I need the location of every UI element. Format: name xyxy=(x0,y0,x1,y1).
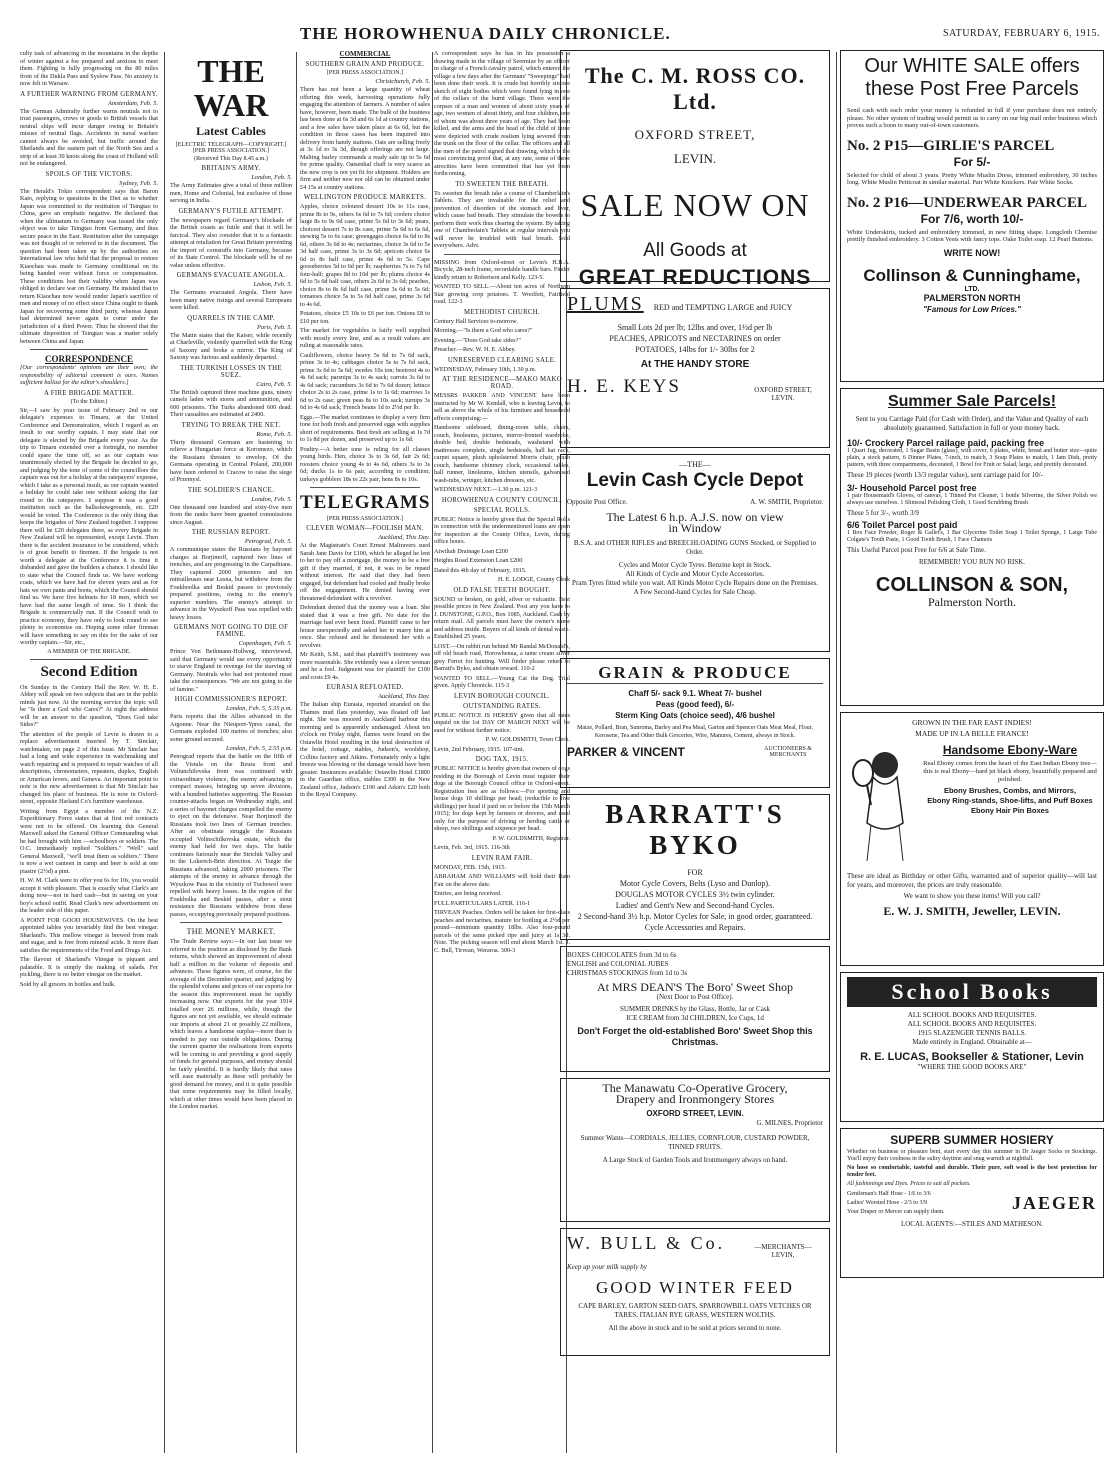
section-title: TELEGRAMS xyxy=(300,492,430,513)
dateline: London, Feb. 5, 2.55 p.m. xyxy=(225,745,292,752)
notice-text: Morning.—"Is there a God who cares?" xyxy=(434,327,533,334)
article-text: The German Admiralty further warns neutrals not to trust passengers, crews or goods to British vessels that neutral ships will incur danger owing to Britain's misuse of neutral flags. Accidents in naval warfare cannot always be avoided, but traffic around the Shetlands and the eastern part of the North Sea and a strip of at least 30 knots along the coast of Holland will not be endangered. xyxy=(20,107,158,167)
ad-cycle-view: The Latest 6 h.p. A.J.S. now on view xyxy=(606,510,784,524)
ad-white-write: WRITE NOW! xyxy=(943,247,1001,258)
ad-summer-crockery-desc: 1 Quart Jug, decorated, 1 Sugar Basin (glass), with cover, 6 plates, white, bread and butter size—quite plain, a stock pattern, 6 Dinner Plates, 7-inch, to match, 3 Soup Plates to match, 1 Jam Dish, pretty pattern, with three compartments, decorated, 1 Bowl for Fruit or Salad, large, and prettily decorated. xyxy=(847,448,1097,468)
article-heading: THE SOLDIER'S CHANCE. xyxy=(187,486,275,494)
ad-books-motto: "WHERE THE GOOD BOOKS ARE" xyxy=(917,1063,1027,1071)
ad-byko-line: 2 Second-hand 3½ h.p. Motor Cycles for Sale, in good order, guaranteed. xyxy=(577,912,813,921)
dateline: Rome, Feb. 5. xyxy=(256,430,292,438)
article-text: The Germans evacuated Angola. There have been many native risings and several Europeans were killed. xyxy=(170,289,292,311)
ad-coop-addr: OXFORD STREET, LEVIN. xyxy=(646,1109,744,1118)
ad-grain-firmsub: AUCTIONEERS & MERCHANTS xyxy=(764,746,812,758)
ad-white-desc2: White Underskirts, tucked and embroidery trimmed, in new fitting shape. Longcloth Chemise prettily finished embroidery. 3 Cotton Vests with fancy tops. Oake Toilet soap. 12 Pearl Buttons. xyxy=(847,228,1097,243)
ad-cycle-prop: A. W. SMITH, Proprietor. xyxy=(750,498,823,506)
letter-salutation: (To the Editor.) xyxy=(70,398,108,405)
article-heading: EURASIA REFLOATED. xyxy=(326,684,404,691)
column-rule xyxy=(296,52,297,1453)
article-text: A POINT FOR GOOD HOUSEWIVES. On the best appointed tables you invariably find the best vinegar. Sharland's. This mellow vinegar is brewed from malt and sugar, and is free from mineral acids. It more than satisfies the requirements of the Food and Drugs Act. xyxy=(20,916,158,954)
dateline: Sydney, Feb. 5. xyxy=(119,179,158,187)
notice-signature: H. E. LODGE, County Clerk xyxy=(497,576,570,583)
dateline: Auckland, This Day. xyxy=(378,534,430,541)
ad-white-parcel1: No. 2 P15—GIRLIE'S PARCEL xyxy=(847,137,1055,154)
notice-text: Evening.—"Does God take sides?" xyxy=(434,336,521,344)
article-text: Apples, choice coloured dessert 10s to 11s case, prime 8s to 9s, others 6s 6d to 7s 6d; coolers choice large 8s to 9s 6d case, prime 5s 6d to 3s 6d; pears, choicest dessert 7s to 8s case, prime 5s 6d to 6s 6d, stewing 5s to 6s case; greengages choice 6s 6d to 8s 6d, others 3s 6d to 4s; nectarines, choice 3s 6d to 5s 3d half case, prime 3s to 3s 6d; apricots choice 6s 6d to 8s half case, prime 4s 6d to 5s. Cape gooseberries 5d to 6d per lb; raspberries 7s to 7s 6d four-half; grapes 8d to 10d per lb; plums choice 4s 6d to 5s 6d half case, others 2s 6d to 3s 6d; peaches, choice 8s to 8s 6d half case, prime 3s 6d to 5s 6d; tomatoes choice 5s to 5s 6d half case, prime 3s 6d to 4s 6d. xyxy=(300,203,430,308)
ad-cycle-guns: B.S.A. and OTHER RIFLES and BREECHLOADING GUNS Stocked, or Supplied to Order. xyxy=(573,539,817,556)
ad-keys-line: PEACHES, APRICOTS and NECTARINES on order xyxy=(609,334,781,343)
divider xyxy=(30,659,148,660)
ad-summer-household-desc: 1 pair Housemaid's Gloves, of canvas, 1 Tinned Pot Cleaner, 1 bottle Silverine, the Silver Polish we always use ourselves. 1 Slimsoul Polishing Cloth, 1 Good Scrubbing Brush xyxy=(847,492,1097,506)
article-text: Paris reports that the Allies advanced in the Argonne. Near the Nieuport-Ypres canal, the Germans exploded 100 metres of trenches; also some ground secured. xyxy=(170,713,292,743)
article-text: To sweeten the breath take a course of Chamberlain's Tablets. They are invaluable for the relief and prevention of disorders of the stomach and liver, which cause bad breath. They stimulate the bowels to perform their work thus clearing the system. By taking one of Chamberlain's Tablets at regular intervals you will never be troubled with bad breath. Sold everywhere. Advt. xyxy=(434,189,570,249)
article-text: A correspondent says he has in his possession a drawing made in the village of Seremize by an officer in charge of a French cavalry patrol, which entered the village a few days after the Germans' "Sweepings" had been done their work. It is crude but horribly sincere sketch of eight bodies which were found lying in one of the cellars of the burnt village. There were the corpses of a man and women of about sixty years of age, two women of about thirty, and four children, one of whom was about three years of age. They had been killed, and the arms and the head of the child of three were depicted with crude realism lying severed from the trunk on the floor of the cellar. The officers and all the men of the patrol signed that drawing, which is the most convincing proof that, at any rate, some of these atrocities have been committed that has yet been forthcoming. xyxy=(434,50,570,177)
article-heading: BRITAIN'S ARMY. xyxy=(201,165,261,172)
woman-with-mirror-icon xyxy=(847,743,917,863)
article-text: On Sunday in the Century Hall the Rev. W. H. E. Abbey will speak on two subjects that are in the public minds just now. At the morning service the topic will be "Is there a God who Cares?" At night the address will be an answer to the question, "Does God take Sides?" xyxy=(20,683,158,728)
ad-byko-line: DOUGLAS MOTOR CYCLES 3½ twin cylinder. xyxy=(615,890,775,899)
divider xyxy=(310,487,420,488)
dateline: Cairo, Feb. 5. xyxy=(256,380,292,388)
dateline: London, Feb. 5. xyxy=(251,174,292,181)
ad-ebony-item: Ebony Hair Pin Boxes xyxy=(971,806,1049,815)
article-heading: CLEVER WOMAN—FOOLISH MAN. xyxy=(306,525,424,532)
article-heading: GERMANS EVACUATE ANGOLA. xyxy=(176,272,286,279)
ad-jaeger-desc: No hose so comfortable, tasteful and durable. Their pure, soft wool is the best protection for tender feet. xyxy=(847,1165,1097,1178)
ad-white-intro: Send cash with each order your money is refunded in full if your purchase does not entirely please. No other system of trading would permit us to carry on our big mail order business which proves such a boon to many out-of-town customers. xyxy=(847,107,1097,129)
ad-coop-line: A Large Stock of Garden Tools and Ironmongery always on hand. xyxy=(602,1156,788,1164)
classified-ad: WANTED TO SELL.—Young Cat the Dog. Trial given. Apply Chronicle. 115-3 xyxy=(434,674,570,689)
article-heading: A FURTHER WARNING FROM GERMANY. xyxy=(20,90,158,98)
editorial-note: [Our correspondents' opinions are their own; the responsibility of editorial comment is ours. Names sufficient ballast for the editor's shoulders.] xyxy=(20,364,158,386)
notice-text: Entries, are being received. xyxy=(434,890,502,897)
ad-books-line: ALL SCHOOL BOOKS AND REQUISITES. xyxy=(907,1020,1037,1028)
notice-text: Levin, Feb. 3rd, 1915. 116-3th xyxy=(434,844,510,851)
ad-bull-merch: —MERCHANTS— LEVIN, xyxy=(754,1243,812,1259)
article-heading: THE RUSSIAN REPORT. xyxy=(191,529,271,536)
column-rule xyxy=(836,52,837,1453)
article-text: Poultry.—A better tone is ruling for all classes young birds. Hen, choice 3s to 3s 6d, fair 2s 6d; roosters choice young 4s to 4s 6d, others 3s to 3s 6d; ducks 1s to 6s pair, according to condition; turkeys gobblers 18s to 22s pair, hens 8s to 10s. xyxy=(300,445,430,483)
article-heading: GERMANS NOT GOING TO DIE OF FAMINE. xyxy=(173,624,289,638)
ad-keys-name: H. E. KEYS xyxy=(567,376,681,397)
ad-coop-line: The Manawatu Co-Operative Grocery, xyxy=(602,1081,788,1095)
ad-dean-opp: (Next Door to Post Office). xyxy=(656,993,734,1001)
ad-summer-household: 3/- Household Parcel post free xyxy=(847,482,977,493)
ad-white-parcel2: No. 2 P16—UNDERWEAR PARCEL xyxy=(847,194,1088,211)
notice-text: Levin, 2nd February, 1915. 107-tint. xyxy=(434,745,524,753)
ad-jaeger-agents: LOCAL AGENTS:—STILES AND MATHESON. xyxy=(900,1220,1044,1228)
ad-cycle-line: Cycles and Motor Cycle Tyres. Benzine kept in Stock. xyxy=(618,561,772,569)
wire-credit: [PER PRESS ASSOCIATION.] xyxy=(326,70,404,76)
section-subtitle: Latest Cables xyxy=(196,124,266,138)
notice-text: PUBLIC NOTICE IS HEREBY given that all rates unpaid on the 1st DAY OF MARCH NEXT will be sued for without further notice. xyxy=(434,711,570,734)
article-text: One thousand one hundred and sixty-five men from the ranks have been granted commissions since August. xyxy=(170,503,292,526)
ad-dean-name: At MRS DEAN'S The Boro' Sweet Shop xyxy=(596,980,794,994)
ad-grain-firm: PARKER & VINCENT xyxy=(567,745,685,759)
ad-white-motto: "Famous for Low Prices." xyxy=(923,304,1021,314)
article-heading: WELLINGTON PRODUCE MARKETS. xyxy=(303,194,427,201)
classified-ad: TIRVEAN Peaches. Orders will be taken for first-class peaches and nectarines, mature for bottling at 2½d per pound—minimum quantity 18lbs. Also four-pound parcels of the same picked ripe and juicy at 1s 3d. Note. The picking season will end about March 1st. J. C. Bull, Tirvean, Weraroa. 300-3 xyxy=(434,909,570,954)
article-text: The Italian ship Eurasia, reported stranded on the Thames mud flats yesterday, was floated off last night. She was moored in Auckland harbour this morning and is apparently undamaged. About ten o'clock on Friday night, flames were found on the Ostawlin Hotel resulting in the total destruction of the hotel, cottage, stables, Judson's, woolshop, Collins factory and Atkins. Fortunately only a light breeze was blowing or the damage would have been greater. Insurances available: Ostawlin Hotel £1800 in the Guardian office, stables £300 in the New Zealand office, Judson's £100 and Atkin's £20 both in the Royal Company. xyxy=(300,701,430,798)
article-text: The Herald's Tokio correspondent says that Baron Kato, replying to questions in the Diet as to whether Japan was committed to the restitution of Tsingtao to China, gave an emphatic negative. He declared that when the ultimatum to Germany was issued the only object was to take Tsingtao from Germany, and thus secure peace in the East. Restitution after the campaign was not thought of or referred to in the document. The question had been taken up by the authorities on International law who held that the proposal to restore Kiaochau was made to Germany conditional on its being handed over without force or compensation. These conditions lost their validity when Japan was obliged to declare war on Germany. He insisted that to return Kiaochau now would render Japan's sacrifice of men and money of no effect since China ought to thank Japan for recovering some third party, whereas Japan had determined never again to come under the jurisdiction of a third Power. Thus he showed that the ultimate disposition of Tsingtao was a matter solely between China and Japan. xyxy=(20,187,158,345)
divider xyxy=(30,349,148,350)
letter-signature: A MEMBER OF THE BRIGADE. xyxy=(47,648,131,655)
article-text: Potatoes, choice £5 10s to £6 per ton. Onions £8 to £10 per ton. xyxy=(300,310,430,325)
article-text: The British captured three machine guns, ninety camels laden with stores and ammunition, and 600 prisoners. The Turks abandoned 600 dead. Their casualties are estimated at 2400. xyxy=(170,388,292,418)
ad-jaeger-desc: All fashionings and Dyes. Prices to suit all pockets. xyxy=(847,1181,971,1187)
ad-jaeger-head: SUPERB SUMMER HOSIERY xyxy=(890,1133,1054,1147)
notice-signature: P. W. GOLDSMITH, Registrar. xyxy=(492,834,570,842)
classified-ad: LOST.—On rabbit run behind Mr Randal McDonald's, off old beach road, Horowhenua, a tame cream silver grey Ferret for hunting. Will finder please return to Barratt's Byko, and obtain reward. 110-2 xyxy=(434,642,570,672)
ad-byko-line: Motor Cycle Covers, Belts (Lyso and Dunlop). xyxy=(619,879,771,888)
article-text: The attention of the people of Levin is drawn to a replace advertisement inserted by T. Sinclair, watchmaker, on page 2 of this issue. Mr Sinclair has had a long and wide experience in watchmaking and watch repairing and is prepared to repair watches of all descriptions, chronometers, repeaters, duplex, English or American levers, and Geneva. An important point to note is the new advertisement is that Mr Sinclair has changed his place of business. He is now in Oxford-street, opposite Harland Co's furniture warehouse. xyxy=(20,730,158,805)
ad-ross-sub1: All Goods at xyxy=(643,240,747,261)
article-heading: QUARRELS IN THE CAMP. xyxy=(187,314,275,322)
ad-cycle-line: Pram Tyres fitted while you wait. All Kinds Motor Cycle Repairs done on the Premises. xyxy=(572,579,818,587)
ad-byko-for: FOR xyxy=(687,868,703,877)
notice-heading: SPECIAL ROLLS. xyxy=(473,506,531,514)
notice-text: PUBLIC NOTICE is hereby given that owners of dogs residing in the Borough of Levin must register their dogs at the Borough Council office in Oxford-street. Registration fees are as follows:—For sporting and house dogs 10 shillings per head; (reducible to five shillings) per head if paid on or before the 15th March 1915); for dogs kept by farmers or drovers, and used only for the purpose of driving or herding cattle or sheep, two shillings and sixpence per head. xyxy=(434,765,570,832)
ad-byko-line: Ladies' and Gent's New and Second-hand Cycles. xyxy=(615,901,775,910)
notice-text: WEDNESDAY, February 10th, 1.30 p.m. xyxy=(434,365,537,373)
divider xyxy=(444,254,560,255)
ad-white-price2: For 7/6, worth 10/- xyxy=(920,211,1024,226)
ad-cycle-the: —THE— xyxy=(679,460,711,469)
ad-ebony-desc: Real Ebony comes from the heart of the East Indian Ebony tree—this is real Ebony—hard jet black ebony, beautifully prepared and polished. xyxy=(923,760,1097,783)
classified-ad: SOUND or broken, on gold, silver or vulcanite. Best possible prices in New Zealand. Post any you have to J. DUNSTONE, G.P.O., Box 1085, Auckland. Cash by return mail. All parcels must have the owner's name and address inside. Buyers of all kinds of dental waste. Established 25 years. xyxy=(434,595,570,640)
article-heading: TO SWEETEN THE BREATH. xyxy=(455,180,549,188)
jaeger-logo: JAEGER xyxy=(1011,1193,1097,1213)
ad-white-firm: Collinson & Cunninghame, xyxy=(863,265,1081,285)
ad-bull-keep: Keep up your milk supply by xyxy=(567,1263,647,1271)
article-text: A communique states the Russians by bayonet charges at Borjimoff, captured two lines of trenches, and are progressing in the Carpathians. They captured 2000 prisoners and ten mitrailleuses near Lesna, but withdrew from the Foukhoolka and Beskid passes to previously prepared positions, owing to the enemy's superior numbers. The enemy's attempt to advance in the Wyszkoff Pass was repelled with heavy losses. xyxy=(170,546,292,621)
ad-dean-slogan: Don't Forget the old-established Boro' Sweet Shop this Christmas. xyxy=(577,1026,813,1047)
ad-byko-name: BARRATT'S BYKO xyxy=(605,799,785,860)
article-heading: THE TURKISH LOSSES IN THE SUEZ. xyxy=(180,364,282,379)
ad-ebony-item: Ebony Brushes, Combs, and Mirrors, xyxy=(943,786,1077,795)
article-text: Cauliflowers, choice heavy 5s 6d to 7s 6d sack, prime 3s to 4s; cabbages choice 5s to 7s 6d sack, prime 3s 6d to 5s 6d; swedes 10s ton; beetroot 4s to 4s 6d sack; parsnips 3s to 4s sack; carrots 3s 6d to 4s 6d sack; cucumbers 3s 6d to 7s 6d dozen; lettuce choice 2s to 2s case, prime 1s to 1s 6d; marrows 1s 6d to 2s case; green peas 8s to 10s sack; turnips 3s 6d to 4s 6d sack; French beans 1d to 2½d per lb. xyxy=(300,351,430,411)
classified-ad: MISSING from Oxford-street or Levin's H.B.A. Bicycle, 28-inch frame, recordable handle bars. Finder kindly return to Robertson and Kelly. 123-5. xyxy=(434,258,570,281)
ad-grain-head: GRAIN & PRODUCE xyxy=(567,663,823,684)
article-heading: GERMANY'S FUTILE ATTEMPT. xyxy=(178,207,284,215)
ad-white-desc1: Selected for child of about 3 years. Pretty White Muslin Dress, trimmed embroidery, 30 inches long. White Muslin Petticoat in similar material. Pair White Knickers. Pair White Socks. xyxy=(847,171,1097,186)
ad-ebony-show: We want to show you these items! Will you call? xyxy=(903,892,1041,900)
classified-ad: WANTED TO SELL.—About ten acres of Northern Star growing crop potatoes. T. Woolfett, Fairfield road. 122-3 xyxy=(434,283,570,305)
ad-keys-headsub: RED and TEMPTING LARGE and JUICY xyxy=(653,303,793,312)
ad-ross-sub2: GREAT REDUCTIONS xyxy=(578,266,812,289)
article-text: Sold by all grocers in bottles and bulk. xyxy=(20,980,116,988)
ad-ebony-head: Handsome Ebony-Ware xyxy=(942,743,1078,757)
ad-grain xyxy=(560,658,830,788)
ad-jaeger-price: Gentleman's Half Hose - 1/6 to 3/6 xyxy=(847,1191,931,1197)
ad-keys-line: Small Lots 2d per lb; 12lbs and over, 1½d per lb xyxy=(617,323,773,332)
notice-text: FULL PARTICULARS LATER. 116-1 xyxy=(434,899,531,907)
article-text: Mr Keith, S.M., said that plaintiff's testimony was more reasonable. She evidently was a clever woman and he a fool. Judgment was for plaintiff for £100 and costs £9 4s. xyxy=(300,651,430,681)
ad-summer-sale xyxy=(840,388,1104,706)
ad-cycle-line: A Few Second-hand Cycles for Sale Cheap. xyxy=(633,588,757,596)
dateline: Auckland, This Day. xyxy=(378,693,430,700)
article-text: The Trade Review says:—In our last issue we referred to the position as disclosed by the Bank returns, which showed an improvement of about half a million in the volume of deposits and advances. These figures were, of course, for the average of the December quarter, and judging by the splendid volume and prices of our exports for the season this improvement must be rapidly increasing now. Our exports for the year 1914 totalled over 26 millions, while, though the figures are not yet available, we should estimate our imports at about 21 or possibly 22 millions, which leaves a handsome surplus—more than is needed to pay our outside obligations. During the current quarter the realisations from exports will be coming in and providing a good supply of funds for general purposes, and money should be fairly plentiful. It is hardly likely that rates will ease materially as these will probably be good demand for money, and it is quite possible that some requirements may be filled locally, which at other times would have been placed in the London market. xyxy=(170,938,292,1110)
notice-heading: LEVIN RAM FAIR. xyxy=(471,854,533,862)
notice-text: Heights Road Extension Loan £200 xyxy=(434,557,523,564)
article-text: The flavour of Sharland's Vinegar is piquant and palatable. It is simply the making of salads. Fer pickling, there is no better vinegar on the market. xyxy=(20,956,158,978)
section-heading: COMMERCIAL xyxy=(339,50,391,58)
ad-summer-town: Palmerston North. xyxy=(928,594,1016,609)
ad-white-price1: For 5/- xyxy=(953,154,991,169)
article-text: H. W. M. Clark were to offer you 6s for 10s, you would accept it with pleasure. That is exactly what Clark's are doing now—not in hard cash—but in saving on your boy's school outfit. Read Clark's new advertisement on the leader side of this paper. xyxy=(20,877,158,914)
ad-jaeger-price: Ladies' Worsted Hose - 2/3 to 3/9 xyxy=(847,1200,928,1206)
notice-text: Preacher.—Rev. W. H. E. Abbey. xyxy=(434,346,516,353)
dateline: Amsterdam, Feb. 5. xyxy=(108,99,158,107)
article-text: culty task of advancing in the mountains in the depths of winter against a foe prepared and anxious to meet them. Fighting is fully progressing on the 80 miles front of the Dukla Pass and Syslow Pass. No anxiety is now felt in Warsaw. xyxy=(20,50,158,87)
ad-keys-store: At THE HANDY STORE xyxy=(640,359,750,370)
article-text: Prince Von Bethmann-Hollweg, interviewed, said that Germany would use every opportunity to starve England in revenge for the starving of Germany. Neutrals who had not protested must take the consequences. "We are not going to die of famine." xyxy=(170,648,292,693)
column-news-2 xyxy=(170,50,292,1453)
ad-byko xyxy=(560,794,830,940)
ad-keys-addr: OXFORD STREET, LEVIN. xyxy=(754,386,812,402)
dateline: London, Feb. 5, 5.35 p.m. xyxy=(225,705,292,712)
received-note: (Received This Day 8.45 a.m.) xyxy=(194,156,268,162)
article-heading: SPOILS OF THE VICTORS. xyxy=(45,170,133,178)
ad-cycle-depot xyxy=(560,454,830,652)
dateline: Christchurch, Feb. 5. xyxy=(375,78,430,85)
notice-text: Century Hall Services to-morrow. xyxy=(434,317,518,325)
dateline: Petrograd, Feb. 5. xyxy=(244,538,292,545)
notice-signature: P. W. GOLDSMITH, Town Clerk. xyxy=(485,736,570,743)
wire-credit: [ELECTRIC TELEGRAPH—COPYRIGHT.] [PER PRESS ASSOCIATION.] xyxy=(175,142,287,154)
ad-books-line: Made entirely in England. Obtainable at— xyxy=(912,1038,1032,1046)
dateline: London, Feb. 5. xyxy=(251,495,292,503)
article-text: Writing from Egypt a member of the N.Z. Expeditionary Force states that at first red contracts were not to be offered. On learning this General Maxwell asked the General Officer Commanding what he had brought with him —schoolboys or soldiers. The O.C. immediately replied "Soldiers." "Well" said General Maxwell, "we'll treat them as soldiers." There is now a wet canteen in camp and beer is sold at one piastre (2½d) a pint. xyxy=(20,807,158,875)
article-text: The Army Estimates give a total of three million men, Home and Colonial, but exclusive of those serving in India. xyxy=(170,182,292,204)
ad-cycle-opp: Opposite Post Office. xyxy=(567,498,628,506)
ad-dean-line: ENGLISH and COLONIAL JUBES xyxy=(567,960,669,968)
ad-white-ltd: LTD. xyxy=(964,285,980,293)
column-news-4 xyxy=(434,50,570,1453)
ad-summer-toilet-note: This Useful Parcel post Free for 6/6 at Sale Time. xyxy=(847,546,986,554)
ad-summer-crockery: 10/- Crockery Parcel railage paid, packing free xyxy=(847,438,1045,448)
ad-keys-head: PLUMS xyxy=(567,293,644,315)
ad-summer-firm: COLLINSON & SON, xyxy=(875,573,1069,596)
ad-dean-line: CHRISTMAS STOCKINGS from 1d to 3s xyxy=(567,969,688,977)
ad-cycle-line: All Kinds of Cycle and Motor Cycle Accessories. xyxy=(625,570,765,578)
notice-heading: AT THE RESIDENCE—MAKO MAKO ROAD. xyxy=(442,376,562,390)
article-text: Eggs.—The market continues to display a very firm tone for both fresh and preserved eggs with supplies short of requirements. Best fresh are selling at 1s 7d to 1s 8d per dozen, and preserved up to 1s 6d. xyxy=(300,413,430,443)
notice-text: WEDNESDAY NEXT.—1.30 p.m. 121-3 xyxy=(434,486,538,493)
ad-white-sale xyxy=(840,50,1104,382)
ad-ebony-line: MADE UP IN LA BELLE FRANCE! xyxy=(915,729,1029,738)
issue-date: SATURDAY, FEBRUARY 6, 1915. xyxy=(942,28,1100,39)
column-news-1 xyxy=(20,50,158,1453)
notice-heading: OLD FALSE TEETH BOUGHT. xyxy=(453,586,551,594)
ad-ross-sale: SALE NOW ON xyxy=(580,187,810,223)
ad-summer-crockery-note: These 19 pieces (worth 13/3 regular value), sent carriage paid for 10/- xyxy=(847,471,1043,479)
ad-keys-line: POTATOES, 14lbs for 1/- 30lbs for 2 xyxy=(635,345,755,354)
ad-ebony xyxy=(840,712,1104,966)
ad-coop-line: Drapery and Ironmongery Stores xyxy=(615,1092,775,1106)
ad-bull-line: All the above in stock and to be sold at prices second to none. xyxy=(608,1324,782,1332)
ad-ross xyxy=(560,50,830,289)
ad-summer-household-note: These 5 for 3/-, worth 3/9 xyxy=(847,508,919,517)
ad-jaeger-hosiery xyxy=(840,1128,1104,1278)
ad-books-firm: R. E. LUCAS, Bookseller & Stationer, Levin xyxy=(860,1051,1084,1063)
section-title: THE WAR xyxy=(193,53,269,123)
ad-ebony-note: These are ideal as Birthday or other Gifts, warranted and of superior quality—will last for years, and moreover, the prices are truly reasonable. xyxy=(847,872,1097,889)
column-ads-2 xyxy=(840,50,1104,1453)
article-text: The newspapers regard Germany's blockade of the British coasts as futile and that it will be farcical. They also consider that it is a fantastic attempt at retaliation for Great Britain preventing the import of cornstuffs into Germany, because of its State Control. The blockade will be of no value unless effective. xyxy=(170,216,292,269)
ad-grain-line: Sterm King Oats (choice seed), 4/6 bushel xyxy=(615,711,775,720)
ad-ross-street: OXFORD STREET, xyxy=(634,127,756,142)
ad-ebony-firm: E. W. J. SMITH, Jeweller, LEVIN. xyxy=(883,904,1061,918)
ad-bull-feed: GOOD WINTER FEED xyxy=(596,1278,794,1297)
ad-books-line: ALL SCHOOL BOOKS AND REQUISITES. xyxy=(907,1011,1037,1019)
column-rule xyxy=(432,52,433,1453)
article-text: Thirty thousand Germans are hastening to relieve a Hungarian force at Koromezo, which the Russians threaten to envelop. Of the Germans operating in Central Poland, 200,000 have been ordered to Cracow to raise the siege of Przemysl. xyxy=(170,438,292,483)
notice-heading: METHODIST CHURCH. xyxy=(464,308,540,316)
column-news-3 xyxy=(300,50,430,1453)
ad-ebony-item: Ebony Ring-stands, Shoe-lifts, and Puff Boxes xyxy=(927,796,1093,805)
ad-summer-toilet: 6/6 Toilet Parcel post paid xyxy=(847,520,958,530)
article-heading: A FIRE BRIGADE MATTER. xyxy=(43,389,135,397)
ad-dean-line: SUMMER DRINKS by the Glass, Bottle, Jar or Cask xyxy=(619,1005,771,1013)
ad-grain-line: Maize, Pollard, Bran, Sunroma, Barley and Pea Meal, Garton and Spencer Oats Meat Meal, Flour, Kerosene, Tea and Other Bulk Groceries, Wire, Manures, Cement, always in Stock. xyxy=(577,725,813,739)
ad-summer-head: Summer Sale Parcels! xyxy=(887,393,1057,410)
article-heading: THE MONEY MARKET. xyxy=(186,927,276,936)
ad-cooperative xyxy=(560,1078,830,1222)
notice-heading: OUTSTANDING RATES. xyxy=(463,702,541,710)
ad-dean-line: BOXES CHOCOLATES from 3d to 6s xyxy=(567,951,677,959)
wire-credit: [PER PRESS ASSOCIATION.] xyxy=(326,516,404,522)
ad-bull-line: CAPE BARLEY, GARTON SEED OATS, SPARROWBILL OATS VETCHES OR TARES, ITALIAN RYE GRASS, WESTERN WOLTHS. xyxy=(578,1302,812,1319)
notice-text: MESSRS PARKER AND VINCENT have been instructed by Mr W. Kendall, who is leaving Levin, to sell as above the whole of his furniture and household effects comprising:— xyxy=(434,392,570,422)
article-text: The market for vegetables is fairly well supplied with mostly every line, and as a result values are ruling at reasonable rates. xyxy=(300,327,430,349)
notice-heading: UNRESERVED CLEARING SALE. xyxy=(447,356,557,364)
ad-bull xyxy=(560,1228,830,1356)
ad-mrs-dean xyxy=(560,946,830,1072)
ad-white-head: Our WHITE SALE offers these Post Free Parcels xyxy=(864,55,1080,100)
ad-summer-intro: Sent to you Carriage Paid (for Cash with Order), and the Value and Quality of each absolutely guaranteed. Satisfaction in full or your money back. xyxy=(855,415,1089,432)
notice-heading: HOROWHENUA COUNTY COUNCIL. xyxy=(441,496,563,504)
dateline: Paris, Feb. 5. xyxy=(257,323,292,331)
article-heading: SOUTHERN GRAIN AND PRODUCE. xyxy=(305,61,425,68)
dateline: Copenhagen, Feb. 5. xyxy=(238,640,292,647)
notice-text: Dated this 4th day of February, 1915. xyxy=(434,566,527,574)
letter-text: Sir,—I saw by your issue of February 2nd re our delegate's expenses to Timaru, at the United Conference and Demonstration, which I regard as an insult to our worthy captain. I may state that our delegate is elected by the Brigade every year. As the trip to Timaru extended over a fortnight, no member could spare the time off, so as our captain was unanimously elected by the Brigade he decided to go, and judging by the tone of some of the councillors the captain was out for a holiday at the ratepayers' expense, which I take as a personal insult, as our captain wanted a holiday he could take one without asking the fair round to the ratepayers. I suppose it was a good institution such as the ballsshowgrounds, etc. £20 would be voted. The Conference is the only thing that keeps the brigades of New Zealand together. I suppose there will be £20 delegates there, as every Brigade in New Zealand will be represented, except Levin. Then there is the accident insurance to be considered, which is of great benefit to firemen. If the brigade is not worth a delegate at the Conference it is time it disbanded and gave the builders a chance. I should like to state what the Council finds us. We have working coats, which we have had for eleven years and as for hats we own pants and boots, which the Council should find us. We have five helmets for 18 men, which we have had the same length of time. So I think the Brigade is commercially run. If the Council wish to practice economy, they have only to look round to see plenty to economise on. Hoping some other fireman will have something to say on this for the sake of our worthy captain.—Sir, etc., xyxy=(20,406,158,646)
article-text: At the Magistrate's Court Ernest Maltravers sued Sarah Jane Davis for £100, which he alleged he lent to her to pay off a mortgage, the money to be a free gift if they married, if not, it was to be repaid without interest. He said that they had been engaged, but defendant had cooled and finally broke off the engagement. He denied having ever threatened defendant with a revolver. xyxy=(300,542,430,602)
ad-byko-line: Cycle Accessories and Repairs. xyxy=(644,923,746,932)
ad-cycle-name: Levin Cash Cycle Depot xyxy=(586,470,804,491)
ad-jaeger-desc: Whether on business or pleasure bent, start every day this summer in Dr Jaeger Socks or Stockings. You'll enjoy their coolness in the sultry daytime and snug warmth at nightfall. xyxy=(847,1149,1097,1162)
ad-grain-line: Chaff 5/- sack 9.1. Wheat 7/- bushel xyxy=(628,689,762,698)
dateline: Lisbon, Feb. 5. xyxy=(253,281,292,288)
section-heading: CORRESPONDENCE xyxy=(44,354,133,364)
notice-text: ABRAHAM AND WILLIAMS will hold their Ram Fair on the above date. xyxy=(434,873,570,888)
article-text: The Matin states that the Kaiser, while recently at Charleville, violently quarrelled with the King of Saxony and broke a mirror. The King of Saxony was furious and suddenly departed. xyxy=(170,331,292,361)
column-rule xyxy=(164,52,165,1453)
article-heading: HIGH COMMISSIONER'S REPORT. xyxy=(174,696,288,703)
masthead xyxy=(0,22,1114,50)
ad-dean-line: ICE CREAM from 3d CHILDREN, Ice Cups, 1d xyxy=(626,1014,764,1022)
ad-summer-toilet-desc: 1 Box Face Powder, Roger & Gallet's, 1 Bar Glycerine Toilet Soap 1 Toilet Sponge, 1 Large Tube Colgate's Tooth Paste, 1 Good Tooth Brush, 1 Face Chamois xyxy=(847,530,1097,543)
article-text: Petrograd reports that the battle on the fifth of the Vistula on the Bzura front and Voliunchilovska front was continued with extraordinary violence, the enemy advancing in compact masses, bringing up seven divisions, with a hundred batteries supporting. The Russian counter-attacks began on Wednesday night, and a series of bayonet charges compelled the enemy to eject on the defensive. Near Borjimoff the Russians took two lines of German trenches. After an obstinate struggle the Russians occupied Volinschilkovska estate, which the enemy had held for two days. The battle continues furiously near the Strichik Valley and in the Lokertch-Brin direction. At Tsegie the Russians advanced, taking 2000 prisoners. The attempts of the enemy to advance through the Wyszkow Pass in the vicinity of Tuchowol were repelled with heavy losses. In the region of the Foukholka and Beskid passes, after a stout resistance the Russians withdrew from these passes, occupying previously prepared positions. xyxy=(170,753,292,918)
ad-school-books xyxy=(840,972,1104,1122)
ad-summer-remember: REMEMBER! YOU RUN NO RISK. xyxy=(918,557,1026,566)
ad-books-line: 1915 SLAZENGER TENNIS BALLS. xyxy=(917,1029,1027,1037)
article-heading: TRYING TO BREAK THE NET. xyxy=(181,421,281,429)
ad-grain-line: Peas (good feed), 6/- xyxy=(655,700,735,709)
ad-ross-name: The C. M. ROSS CO. Ltd. xyxy=(584,63,806,114)
divider xyxy=(180,922,282,923)
notice-heading: LEVIN BOROUGH COUNCIL. xyxy=(454,692,550,700)
ad-ebony-line: GROWN IN THE FAR EAST INDIES! xyxy=(912,718,1032,727)
ad-coop-line: Summer Wants—CORDIALS, JELLIES, CORNFLOUR, CUSTARD POWDER, TINNED FRUITS. xyxy=(580,1134,810,1151)
notice-text: MONDAY, FEB. 15th, 1915. xyxy=(434,863,507,871)
notice-text: Atwiltah Drainage Loan £200 xyxy=(434,547,509,555)
ad-bull-name: W. BULL & Co. xyxy=(567,1233,726,1253)
ad-books-head: School Books xyxy=(847,977,1097,1007)
column-ads-1 xyxy=(560,50,830,1453)
ad-ross-town: LEVIN. xyxy=(673,151,717,166)
ad-keys xyxy=(560,288,830,448)
ad-ebony-illustration xyxy=(847,743,917,868)
newspaper-title: THE HOROWHENUA DAILY CHRONICLE. xyxy=(300,24,671,43)
ad-white-town: PALMERSTON NORTH xyxy=(923,292,1021,303)
ad-coop-prop: G. MILNES, Proprietor xyxy=(756,1119,823,1127)
notice-heading: DOG TAX, 1915. xyxy=(475,756,529,763)
article-text: There has not been a large quantity of wheat offering this week, harvesting operations fully engaging the attention of farmers. A number of sales have, however, been made. The bulk of the business has been done at 6s 3d and 6s 1d at country stations, and a few sales have taken place at 6s 6d, but the condition in those cases has been inquired into delivery from handy stations. Oats are selling freely at 3s 1d to 3s 3d, though offerings are not large. Malting barley commands a ready sale up to 5s 6d for prime quality. Oatsenhaf chaff is very scarce as the new crop is not yet fit for shipment. Holders are firm and neither new nor old can be obtained under £4 15s at country stations. xyxy=(300,86,430,191)
ad-cycle-view: in Window xyxy=(668,521,722,535)
ad-jaeger-price: Your Draper or Mercer can supply them. xyxy=(847,1209,945,1215)
section-heading: Second Edition xyxy=(40,663,138,680)
article-text: Defendant denied that the money was a loan. She stated that it was a free gift. No date for the marriage had ever been fixed. Plaintiff came to her house unexpectedly and asked her to marry him at once. She refused and he threatened her with a revolver. xyxy=(300,604,430,649)
notice-text: PUBLIC Notice is hereby given that the Special Rolls in connection with the undermentioned loans are open for inspection at the County Office, Levin, during office hours. xyxy=(434,515,570,545)
notice-text: Handsome sideboard, dining-room table, chairs, couch, linoleums, pictures, mirror-fronted wardrobe, double bed, double bedsteads, washstand with mattresses complete, single bedsteads, hall hat rack, carpet square, plush upholstered Morris chair, plush couch, handsome chimney clock, occasional tables, hall runner, linoleums, kitchen utensils, galvanised wash-tubs, wringer, kitchen dressers, etc. xyxy=(434,424,570,484)
